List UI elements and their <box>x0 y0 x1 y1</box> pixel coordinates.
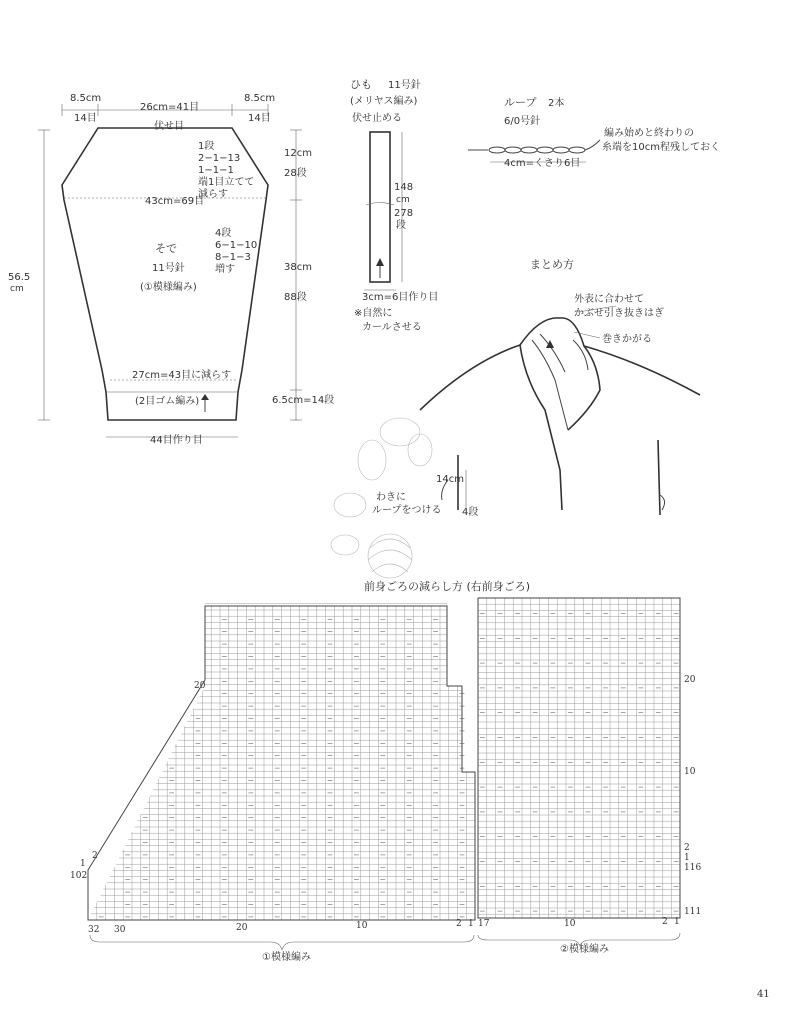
chart-bottom-17: 17 <box>478 919 490 929</box>
sleeve-ribbing: (2目ゴム編み) <box>135 396 200 407</box>
chart-right-row-20: 20 <box>684 675 696 685</box>
cord-pattern: (メリヤス編み) <box>350 96 418 107</box>
bracket-pattern-1 <box>90 935 474 950</box>
cord-cast-on: 3cm=6目作り目 <box>362 292 439 303</box>
chart-right-row-1: 1 <box>684 853 690 863</box>
chart-pattern-2: ②模様編み <box>560 944 609 955</box>
inc-4: 増す <box>215 264 235 275</box>
dec-top-3: 1−1−1 <box>198 165 234 176</box>
chart-bottom-2: 2 <box>456 919 462 929</box>
cord-length-cm: 148 <box>394 182 414 193</box>
rib-cm: 6.5cm=14段 <box>272 395 335 406</box>
sleeve-cast-on: 44目作り目 <box>150 435 203 446</box>
cord-length-rows: 278 <box>394 208 414 219</box>
assembly-title: まとめ方 <box>530 258 574 271</box>
sleeve-top-width: 26cm=41目 <box>140 102 200 113</box>
chart-left-row-20: 20 <box>194 681 206 691</box>
decrease-chart <box>88 598 680 920</box>
dec-top-2: 2−1−13 <box>198 153 241 164</box>
cord-bind-off: 伏せ止める <box>352 113 402 124</box>
chart-bottom-32: 32 <box>88 925 100 935</box>
assembly-note-3: 巻きかがる <box>602 334 652 345</box>
loop-note-1: 編み始めと終わりの <box>604 128 694 139</box>
chart-right-row-116: 116 <box>684 863 702 873</box>
sleeve-width-mid: 43cm=69目 <box>145 196 205 207</box>
assembly-side-cm: 14cm <box>436 474 464 485</box>
chart-left-row-102: 102 <box>70 871 88 881</box>
sleeve-needle: 11号針 <box>152 263 185 274</box>
chart-bottom-1b: 1 <box>674 917 680 927</box>
cord-note-2: カールさせる <box>362 322 422 333</box>
inc-1: 4段 <box>215 228 232 239</box>
page-number: 41 <box>757 989 770 1000</box>
cord-note-1: ※自然に <box>354 308 393 319</box>
assembly-note-1: 外表に合わせて <box>574 294 644 305</box>
loop-count: 2本 <box>548 98 565 109</box>
dec-top-1: 1段 <box>198 141 215 152</box>
body-rows: 88段 <box>284 292 307 303</box>
sleeve-bind-off: 伏せ目 <box>154 121 184 132</box>
chart-right-row-10: 10 <box>684 767 696 777</box>
shoulder-right-sts: 14目 <box>248 113 271 124</box>
chart-bottom-10b: 10 <box>564 919 576 929</box>
loop-note-2: 糸端を10cm程残しておく <box>602 142 720 153</box>
cord-length-unit: cm <box>396 195 410 205</box>
chart-bottom-2b: 2 <box>662 917 668 927</box>
chart-bottom-10: 10 <box>356 921 368 931</box>
assembly-loop-note-1: わきに <box>376 492 406 503</box>
assembly-loop-note-2: ループをつける <box>372 505 442 516</box>
cord-length-rows-unit: 段 <box>396 220 406 231</box>
loop-title: ループ <box>504 96 537 109</box>
dec-top-5: 減らす <box>198 189 228 200</box>
chart-bottom-1: 1 <box>468 919 474 929</box>
sleeve-pattern: (①模様編み) <box>140 282 197 293</box>
inc-2: 6−1−10 <box>215 240 258 251</box>
cap-cm: 12cm <box>284 148 312 159</box>
chart-right-row-111: 111 <box>684 907 702 917</box>
loop-length: 4cm=くさり6目 <box>504 158 581 169</box>
chart-bottom-20: 20 <box>236 923 248 933</box>
shoulder-left-sts: 14目 <box>74 113 97 124</box>
chart-pattern-1: ①模様編み <box>262 952 311 963</box>
cap-rows: 28段 <box>284 168 307 179</box>
body-cm: 38cm <box>284 262 312 273</box>
shoulder-right-cm: 8.5cm <box>244 93 276 104</box>
chart-left-row-2: 2 <box>92 851 98 861</box>
sleeve-name: そで <box>155 242 177 255</box>
loop-needle: 6/0号針 <box>504 116 541 127</box>
cord-needle: 11号針 <box>388 80 421 91</box>
inc-3: 8−1−3 <box>215 252 251 263</box>
sleeve-width-low: 27cm=43目に減らす <box>132 370 232 381</box>
chart-title: 前身ごろの減らし方 (右前身ごろ) <box>364 580 531 593</box>
shoulder-left-cm: 8.5cm <box>70 93 102 104</box>
dec-top-4: 端1目立てて <box>198 177 255 188</box>
cord-title: ひも <box>350 78 372 91</box>
assembly-rows: 4段 <box>462 507 479 518</box>
chart-bottom-30: 30 <box>114 925 126 935</box>
assembly-note-2: かぶせ引き抜きはぎ <box>574 308 664 319</box>
chart-left-row-1: 1 <box>80 859 86 869</box>
sleeve-length-unit: cm <box>10 284 24 294</box>
chart-right-row-2: 2 <box>684 843 690 853</box>
sleeve-length-total: 56.5 <box>8 272 31 283</box>
